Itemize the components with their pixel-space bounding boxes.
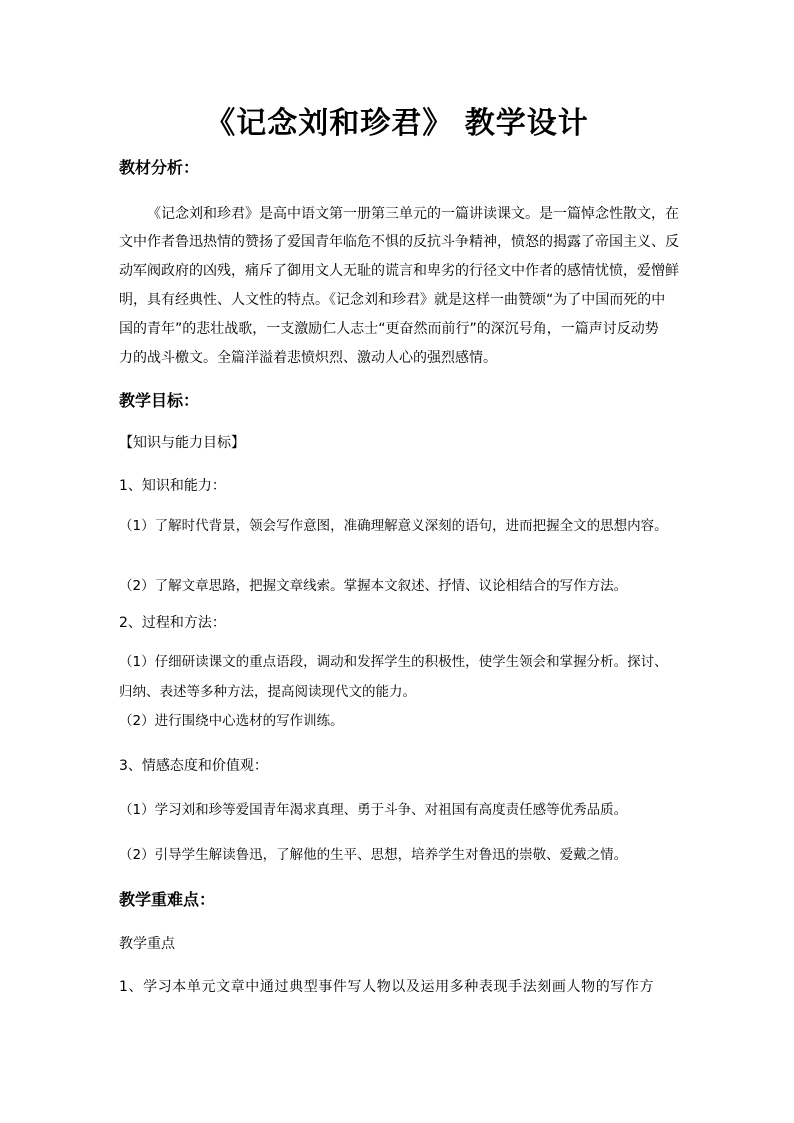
document-title: 《记念刘和珍君》 教学设计 — [205, 106, 589, 141]
analysis-line-6: 力的战斗檄文。全篇洋溢着悲愤炽烈、激动人心的强烈感情。 — [119, 350, 497, 366]
goals-subheading: 【知识与能力目标】 — [119, 435, 245, 451]
analysis-line-3: 动军阀政府的凶残，痛斥了御用文人无耻的谎言和卑劣的行径文中作者的感情忧愤，爱憎鲜 — [119, 263, 679, 279]
emotion-values-label: 3、情感态度和价值观： — [119, 758, 268, 774]
analysis-line-1: 《记念刘和珍君》是高中语文第一册第三单元的一篇讲读课文。是一篇悼念性散文，在 — [147, 206, 679, 222]
goal-1-1: （1）了解时代背景，领会写作意图，准确理解意义深刻的语句，进而把握全文的思想内容。 — [119, 518, 668, 534]
goal-2-1a: （1）仔细研读课文的重点语段，调动和发挥学生的积极性，使学生领会和掌握分析。探讨、 — [119, 654, 668, 670]
goal-3-1: （1）学习刘和珍等爱国青年渴求真理、勇于斗争、对祖国有高度责任感等优秀品质。 — [119, 802, 628, 818]
analysis-heading: 教材分析： — [119, 158, 200, 177]
goal-3-2: （2）引导学生解读鲁迅，了解他的生平、思想，培养学生对鲁迅的崇敬、爱戴之情。 — [119, 847, 628, 863]
analysis-line-2: 文中作者鲁迅热情的赞扬了爱国青年临危不惧的反抗斗争精神，愤怒的揭露了帝国主义、反 — [119, 234, 679, 250]
key-points-label: 教学重点 — [119, 936, 175, 952]
goals-heading: 教学目标： — [119, 391, 200, 410]
goal-2-2: （2）进行围绕中心选材的写作训练。 — [119, 713, 344, 729]
goal-1-2: （2）了解文章思路，把握文章线索。掌握本文叙述、抒情、议论相结合的写作方法。 — [119, 578, 628, 594]
key-point-1: 1、学习本单元文章中通过典型事件写人物以及运用多种表现手法刻画人物的写作方 — [119, 979, 655, 995]
process-method-label: 2、过程和方法： — [119, 615, 226, 631]
goal-2-1b: 归纳、表述等多种方法，提高阅读现代文的能力。 — [119, 684, 416, 700]
knowledge-ability-label: 1、知识和能力： — [119, 478, 226, 494]
analysis-line-5: 国的青年”的悲壮战歌，一支激励仁人志士“更奋然而前行”的深沉号角，一篇声讨反动势 — [119, 321, 659, 337]
analysis-line-4: 明，具有经典性、人文性的特点。《记念刘和珍君》就是这样一曲赞颂“为了中国而死的中 — [119, 292, 666, 308]
difficulty-heading: 教学重难点： — [119, 890, 216, 909]
